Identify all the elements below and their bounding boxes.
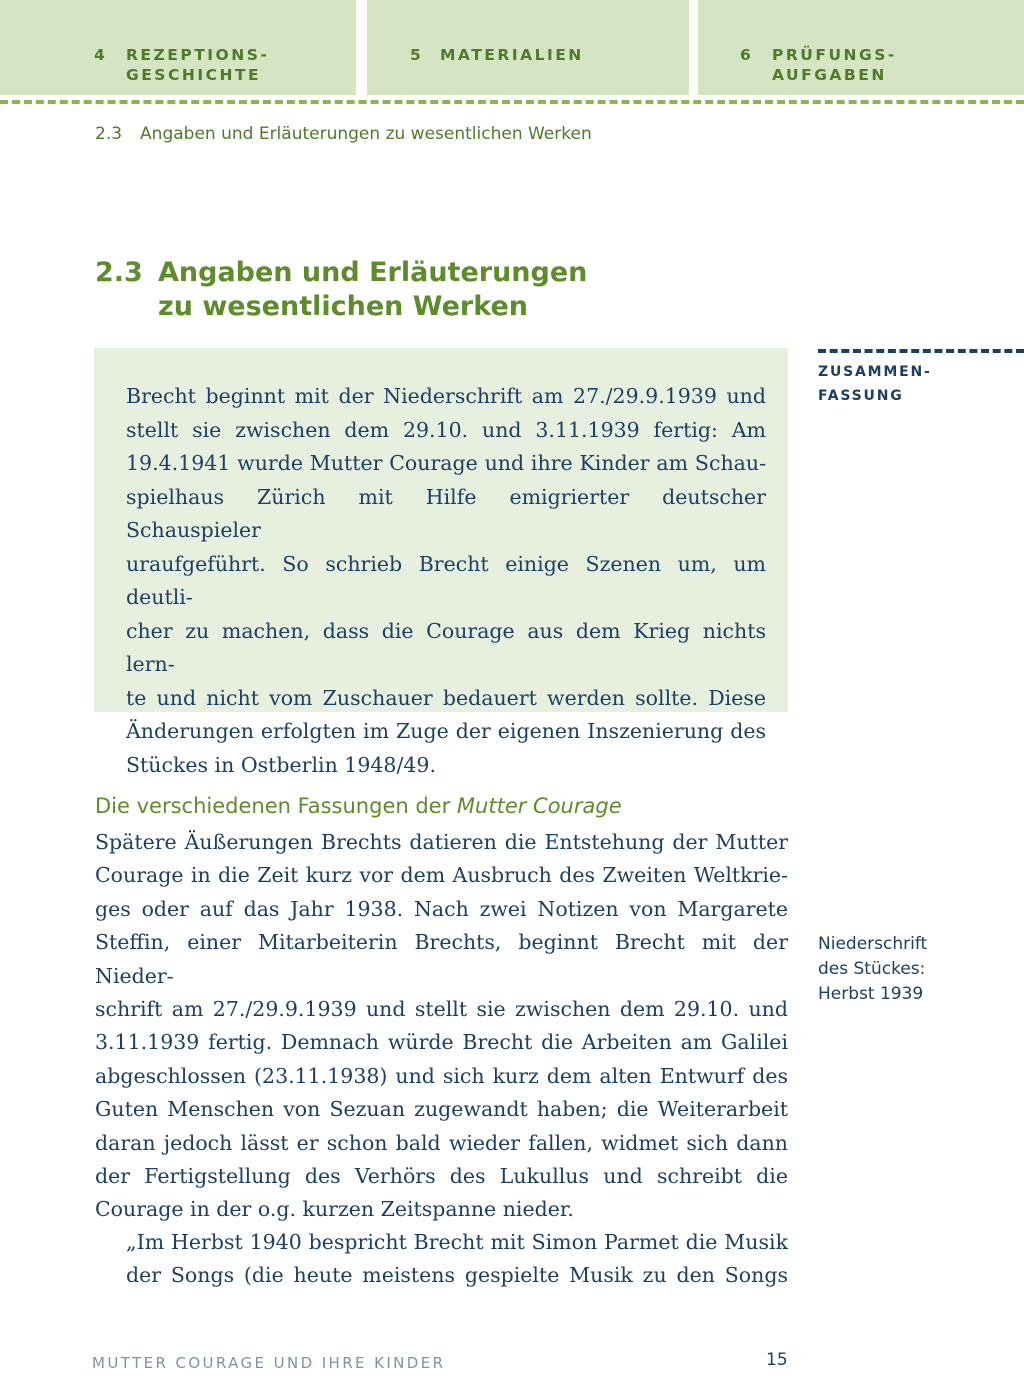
nav-tab-number: 5 (410, 46, 424, 64)
running-head-title: Angaben und Erläuterungen zu wesentlichen Werken (140, 124, 592, 144)
body-line: Steffin, einer Mitarbeiterin Brechts, beginnt Brecht mit der Nieder- (95, 930, 788, 988)
margin-summary-label: ZUSAMMEN- FASSUNG (818, 364, 932, 404)
body-line: Courage in die Zeit kurz vor dem Ausbruch des Zweiten Weltkrie- (95, 863, 788, 888)
quote-paragraph (126, 1226, 788, 1293)
nav-tab-number: 4 (94, 46, 108, 64)
nav-tab-label: MATERIALIEN (440, 46, 584, 64)
nav-tab-pruefungsaufgaben[interactable] (698, 0, 1024, 95)
section-title-line: zu wesentlichen Werken (158, 291, 528, 322)
running-head (95, 124, 592, 144)
quote-line: „Im Herbst 1940 bespricht Brecht mit Simon Parmet die Musik (126, 1230, 788, 1254)
body-line: Courage in der o.g. kurzen Zeitspanne nieder. (95, 1197, 574, 1222)
header-divider (0, 100, 1024, 104)
nav-tab-label: PRÜFUNGS- AUFGABEN (772, 46, 897, 84)
body-line: Guten Menschen von Sezuan zugewandt haben; die Weiterarbeit (95, 1097, 788, 1122)
summary-line: Brecht beginnt mit der Niederschrift am 27./29.9.1939 und (126, 384, 766, 408)
nav-tab-label: REZEPTIONS- GESCHICHTE (126, 46, 270, 84)
summary-box (94, 348, 788, 777)
subsection-heading-text: Die verschiedenen Fassungen der (95, 794, 457, 818)
page-number: 15 (766, 1350, 788, 1370)
summary-line: Stückes in Ostberlin 1948/49. (126, 752, 436, 777)
body-line: Spätere Äußerungen Brechts datieren die Entstehung der Mutter (95, 830, 788, 854)
summary-line: te und nicht vom Zuschauer bedauert werden sollte. Diese (126, 685, 766, 710)
quote-line: der Songs (die heute meistens gespielte Musik zu den Songs (126, 1263, 788, 1288)
summary-line: 19.4.1941 wurde Mutter Courage und ihre Kinder am Schau- (126, 451, 766, 475)
margin-note: Niederschrift des Stückes: Herbst 1939 (818, 934, 928, 1004)
body-line: abgeschlossen (23.11.1938) und sich kurz dem alten Entwurf des (95, 1063, 788, 1088)
summary-line: Änderungen erfolgten im Zuge der eigenen Inszenierung des (126, 719, 766, 743)
nav-tab-number: 6 (740, 46, 754, 64)
summary-line: stellt sie zwischen dem 29.10. und 3.11.1939 fertig: Am (126, 417, 766, 442)
body-line: 3.11.1939 fertig. Demnach würde Brecht die Arbeiten am Galilei (95, 1030, 788, 1055)
nav-tab-materialien[interactable] (367, 0, 689, 95)
body-line: ges oder auf das Jahr 1938. Nach zwei Notizen von Margarete (95, 896, 788, 921)
nav-tab-rezeptionsgeschichte[interactable] (0, 0, 356, 95)
summary-line: spielhaus Zürich mit Hilfe emigrierter deutscher Schauspieler (126, 484, 766, 542)
running-head-number: 2.3 (95, 124, 123, 144)
body-line: schrift am 27./29.9.1939 und stellt sie zwischen dem 29.10. und (95, 997, 788, 1022)
body-paragraph (95, 826, 788, 1227)
summary-line: uraufgeführt. So schrieb Brecht einige Szenen um, um deutli- (126, 551, 766, 609)
subsection-heading-title: Mutter Courage (456, 794, 622, 818)
subsection-heading (95, 794, 622, 818)
summary-line: cher zu machen, dass die Courage aus dem Krieg nichts lern- (126, 618, 766, 676)
margin-divider (818, 349, 1024, 353)
body-line: daran jedoch lässt er schon bald wieder fallen, widmet sich dann (95, 1130, 788, 1155)
summary-text (126, 380, 766, 782)
section-title-line: Angaben und Erläuterungen (158, 257, 588, 288)
body-line: der Fertigstellung des Verhörs des Lukullus und schreibt die (95, 1164, 788, 1189)
footer-book-title: MUTTER COURAGE UND IHRE KINDER (92, 1354, 446, 1372)
section-title-text (158, 256, 778, 324)
section-number: 2.3 (95, 257, 143, 288)
